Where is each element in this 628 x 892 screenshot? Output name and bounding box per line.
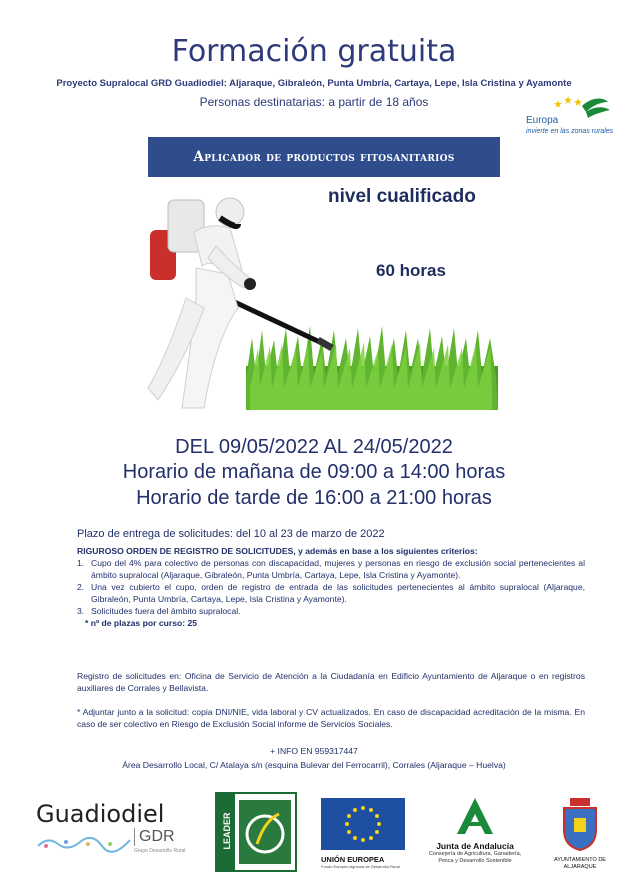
page-title: Formación gratuita bbox=[171, 34, 457, 69]
afternoon-schedule: Horario de tarde de 16:00 a 21:00 horas bbox=[136, 487, 492, 509]
registry-text: Registro de solicitudes en: Oficina de Servicio de Atención a la Ciudadanía en Edificio Ayuntamiento de Aljaraque o en registros auxiliares de Corrales y Bellavista. bbox=[77, 671, 585, 693]
junta-emblem-icon bbox=[455, 796, 495, 836]
info-phone: + INFO EN 959317447 bbox=[270, 746, 358, 756]
eu-flag-icon bbox=[321, 798, 405, 850]
star-icon bbox=[554, 96, 582, 108]
ayuntamiento-logo: AYUNTAMIENTO DE ALJARAQUE bbox=[548, 796, 612, 872]
leader-logo: LEADER bbox=[215, 792, 297, 872]
deadline-text: Plazo de entrega de solicitudes: del 10 al 23 de marzo de 2022 bbox=[77, 528, 385, 540]
criteria-block bbox=[77, 545, 585, 629]
attachments-text: * Adjuntar junto a la solicitud: copia DNI/NIE, vida laboral y CV actualizados. En caso de discapacidad acreditación de la misma. En caso de ser colectivo en Riesgo de Exclusión Social informe de Servicios Sociales. bbox=[77, 707, 585, 729]
course-banner: Aplicador de productos fitosanitarios bbox=[148, 137, 500, 177]
morning-schedule: Horario de mañana de 09:00 a 14:00 horas bbox=[122, 461, 506, 483]
river-icon bbox=[36, 832, 132, 858]
coat-of-arms-icon bbox=[560, 796, 600, 852]
order-heading: RIGUROSO ORDEN DE REGISTRO DE SOLICITUDES, y además en base a los siguientes criterios: bbox=[77, 546, 478, 556]
course-dates: DEL 09/05/2022 AL 24/05/2022 bbox=[175, 436, 453, 458]
course-level: nivel cualificado bbox=[328, 186, 476, 207]
junta-andalucia-logo: Junta de Andalucía Consejería de Agricultura, Ganadería, Pesca y Desarrollo Sostenible bbox=[427, 796, 523, 872]
sprayer-worker-illustration bbox=[146, 188, 498, 416]
places-text: * nº de plazas por curso: 25 bbox=[85, 618, 198, 628]
europa-label: Europa bbox=[526, 115, 559, 126]
europa-sublabel: invierte en las zonas rurales bbox=[526, 128, 614, 135]
criteria-item: 1. Cupo del 4% para colectivo de personas con discapacidad, mujeres y personas en riesgo de exclusión social pertenecientes al ámbito supralocal (Aljaraque, Gibraleón, Punta Umbría, Cartaya, Lepe, Isla Cristina y Ayamonte). bbox=[77, 558, 585, 580]
grass-image bbox=[246, 326, 498, 410]
info-address: Área Desarrollo Local, C/ Atalaya s/n (esquina Bulevar del Ferrocarril), Corrales (Aljaraque – Huelva) bbox=[122, 760, 506, 770]
criteria-item: 2. Una vez cubierto el cupo, orden de registro de entrada de las solicitudes pertenecientes al ámbito supralocal (Aljaraque, Gibraleón, Punta Umbría, Cartaya, Lepe, Isla Cristina y Ayamonte). bbox=[77, 582, 585, 604]
criteria-item: 3. Solicitudes fuera del ámbito supralocal. bbox=[77, 606, 241, 616]
leaf-icon bbox=[239, 800, 291, 864]
project-subtitle: Proyecto Supralocal GRD Guadiodiel: Aljaraque, Gibraleón, Punta Umbría, Cartaya, Lepe, Isla Cristina y Ayamonte bbox=[56, 78, 572, 89]
recipients-text: Personas destinatarias: a partir de 18 años bbox=[199, 95, 429, 109]
guadiodiel-logo: Guadiodiel GDR Grupo Desarrollo Rural bbox=[36, 800, 186, 870]
eu-logo: UNIÓN EUROPEA Fondo Europeo Agrícola de Desarrollo Rural bbox=[321, 798, 405, 868]
course-hours: 60 horas bbox=[376, 261, 446, 280]
